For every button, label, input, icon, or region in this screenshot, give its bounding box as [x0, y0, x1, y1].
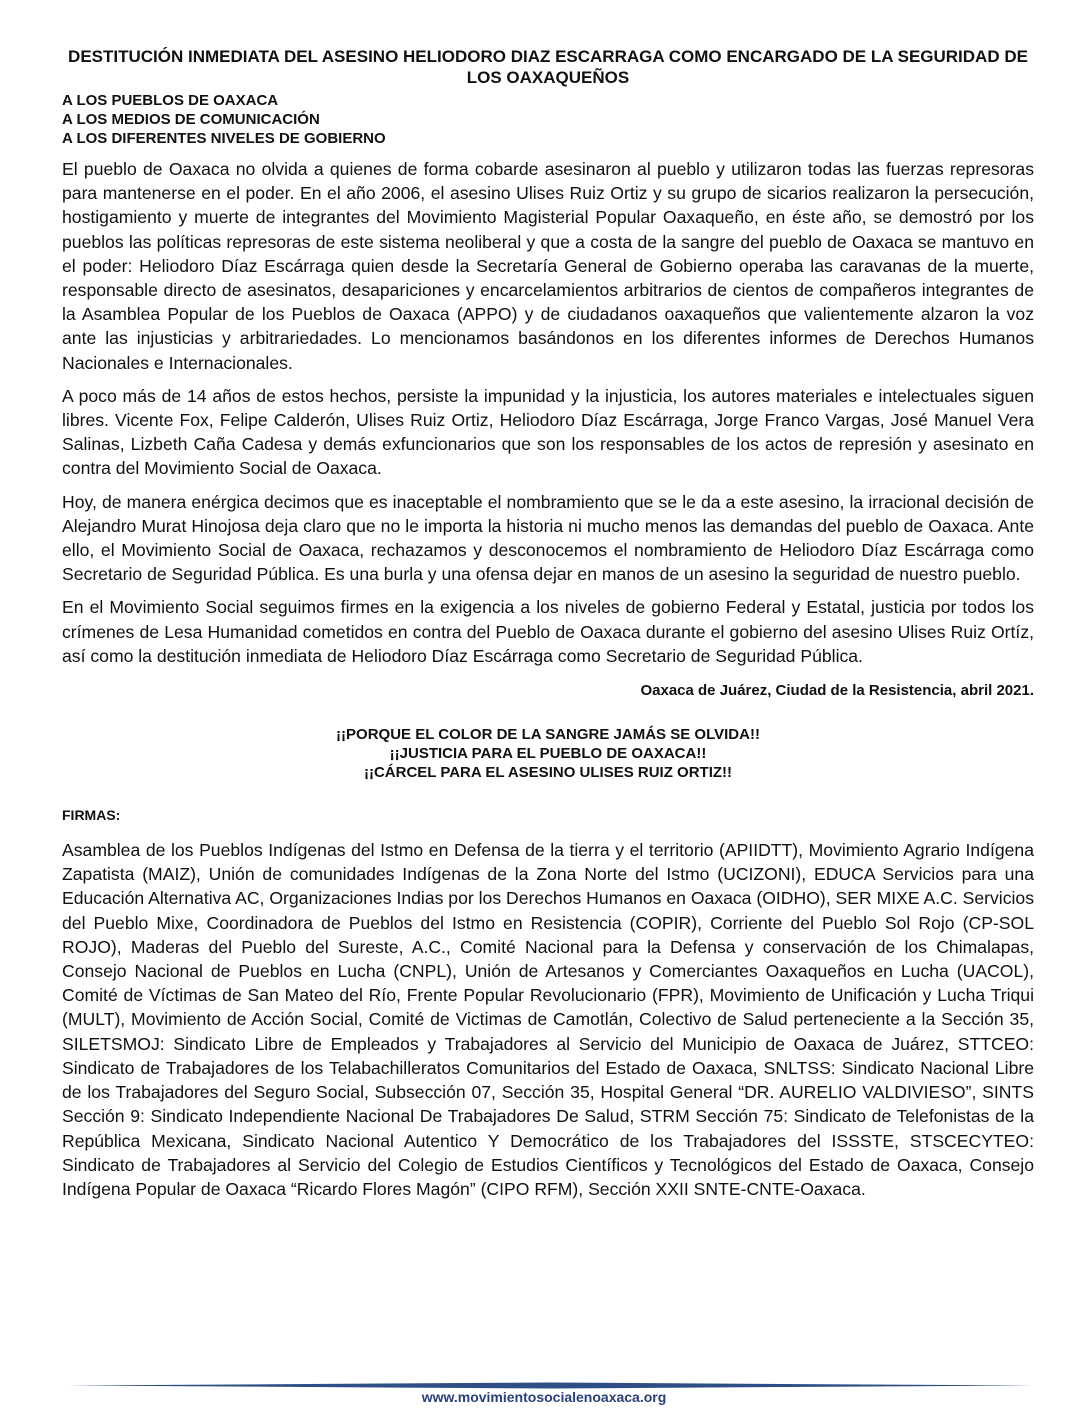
addressee-list	[62, 91, 1034, 148]
document-title: DESTITUCIÓN INMEDIATA DEL ASESINO HELIODORO DIAZ ESCARRAGA COMO ENCARGADO DE LA SEGURIDAD DE LOS OAXAQUEÑOS	[68, 47, 1028, 87]
body-paragraph: Hoy, de manera enérgica decimos que es inaceptable el nombramiento que se le da a este asesino, la irracional decisión de Alejandro Murat Hinojosa deja claro que no le importa la historia ni mucho menos las demandas del pueblo de Oaxaca. Ante ello, el Movimiento Social de Oaxaca, rechazamos y desconocemos el nombramiento de Heliodoro Díaz Escárraga como Secretario de Seguridad Pública. Es una burla y una ofensa dejar en manos de un asesino la seguridad de nuestro pueblo.	[62, 491, 1034, 585]
addressee-media: A LOS MEDIOS DE COMUNICACIÓN	[62, 111, 320, 128]
body-paragraph: El pueblo de Oaxaca no olvida a quienes de forma cobarde asesinaron al pueblo y utilizaron todas las fuerzas represoras para mantenerse en el poder. En el año 2006, el asesino Ulises Ruiz Ortiz y su grupo de sicarios realizaron la persecución, hostigamiento y muerte de integrantes del Movimiento Magisterial Popular Oaxaqueño, en éste año, se demostró por los pueblos las políticas represoras de este sistema neoliberal y que a costa de la sangre del pueblo de Oaxaca se mantuvo en el poder: Heliodoro Díaz Escárraga quien desde la Secretaría General de Gobierno operaba las caravanas de la muerte, responsable directo de asesinatos, desapariciones y encarcelamientos arbitrarios de cientos de compañeros integrantes de la Asamblea Popular de los Pueblos de Oaxaca (APPO) y de ciudadanos oaxaqueños que valientemente alzaron la voz ante las injusticias y arbitrariedades. Lo mencionamos basándonos en los diferentes informes de Derechos Humanos Nacionales e Internacionales.	[62, 159, 1034, 373]
signatories-list: Asamblea de los Pueblos Indígenas del Istmo en Defensa de la tierra y el territorio (APIIDTT), Movimiento Agrario Indígena Zapatista (MAIZ), Unión de comunidades Indígenas de la Zona Norte del Istmo (UCIZONI), EDUCA Servicios para una Educación Alternativa AC, Organizaciones Indias por los Derechos Humanos en Oaxaca (OIDHO), SER MIXE A.C. Servicios del Pueblo Mixe, Coordinadora de Pueblos del Istmo en Resistencia (COPIR), Corriente del Pueblo Sol Rojo (CP-SOL ROJO), Maderas del Pueblo del Sureste, A.C., Comité Nacional para la Defensa y conservación de los Chimalapas, Consejo Nacional de Pueblos en Lucha (CNPL), Unión de Artesanos y Comerciantes Oaxaqueños en Lucha (UACOL), Comité de Víctimas de San Mateo del Río, Frente Popular Revolucionario (FPR), Movimiento de Unificación y Lucha Triqui (MULT), Movimiento de Acción Social, Comité de Victimas de Camotlán, Colectivo de Salud perteneciente a la Sección 35, SILETSMOJ: Sindicato Libre de Empleados y Trabajadores al Servicio del Municipio de Oaxaca de Juárez, STTCEO: Sindicato de Trabajadores de los Telabachilleratos Comunitarios del Estado de Oaxaca, SNLTSS: Sindicato Nacional Libre de los Trabajadores del Seguro Social, Subsección 07, Sección 35, Hospital General “DR. AURELIO VALDIVIESO”, SINTS Sección 9: Sindicato Independiente Nacional De Trabajadores De Salud, STRM Sección 75: Sindicato de Telefonistas de la República Mexicana, Sindicato Nacional Autentico Y Democrático de los Trabajadores del ISSSTE, STSCECYTEO: Sindicato de Trabajadores al Servicio del Colegio de Estudios Científicos y Tecnológicos del Estado de Oaxaca, Consejo Indígena Popular de Oaxaca “Ricardo Flores Magón” (CIPO RFM), Sección XXII SNTE-CNTE-Oaxaca.	[62, 840, 1034, 1199]
addressee-government: A LOS DIFERENTES NIVELES DE GOBIERNO	[62, 130, 386, 147]
addressee-peoples: A LOS PUEBLOS DE OAXACA	[62, 92, 279, 109]
place-and-date: Oaxaca de Juárez, Ciudad de la Resistencia, abril 2021.	[640, 682, 1034, 700]
document-body	[62, 157, 1034, 668]
signatures-heading: FIRMAS:	[62, 807, 121, 824]
document-page	[62, 46, 1034, 1201]
slogan-line: ¡¡CÁRCEL PARA EL ASESINO ULISES RUIZ ORTIZ!!	[363, 764, 733, 782]
slogan-line: ¡¡JUSTICIA PARA EL PUEBLO DE OAXACA!!	[389, 745, 707, 763]
body-paragraph: En el Movimiento Social seguimos firmes en la exigencia a los niveles de gobierno Federal y Estatal, justicia por todos los crímenes de Lesa Humanidad cometidos en contra del Pueblo de Oaxaca durante el gobierno del asesino Ulises Ruiz Ortíz, así como la destitución inmediata de Heliodoro Díaz Escárraga como Secretario de Seguridad Pública.	[62, 597, 1034, 666]
body-paragraph: A poco más de 14 años de estos hechos, persiste la impunidad y la injusticia, los autores materiales e intelectuales siguen libres. Vicente Fox, Felipe Calderón, Ulises Ruiz Ortiz, Heliodoro Díaz Escárraga, Jorge Franco Vargas, José Manuel Vera Salinas, Lizbeth Caña Cadesa y demás exfuncionarios que son los responsables de los actos de represión y asesinato en contra del Movimiento Social de Oaxaca.	[62, 385, 1034, 479]
slogan-line: ¡¡PORQUE EL COLOR DE LA SANGRE JAMÁS SE OLVIDA!!	[336, 726, 760, 744]
slogan-block	[62, 725, 1034, 782]
footer-website-link[interactable]: www.movimientosocialenoaxaca.org	[421, 1389, 667, 1405]
